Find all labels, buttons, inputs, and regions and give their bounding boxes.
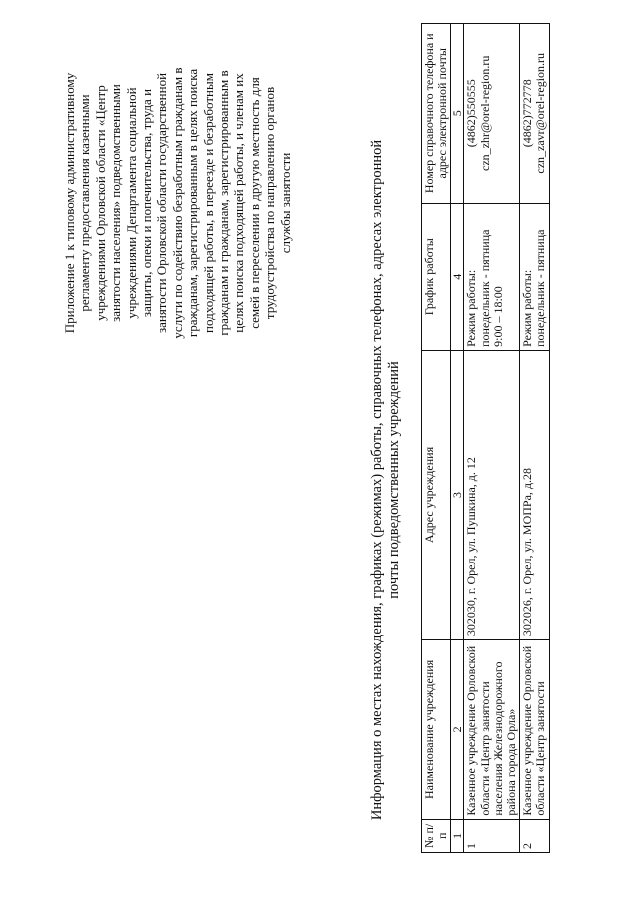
appendix-line: подходящей работы, в переезде и безработным	[200, 73, 216, 333]
table-row	[520, 24, 549, 853]
appendix-line: трудоустройства по направлению органов	[262, 86, 278, 320]
contact-cell	[520, 24, 549, 204]
work-schedule: Режим работы: понедельник - пятница 9:00 – 18:00	[464, 203, 520, 350]
table-header-row	[422, 24, 451, 853]
row-number: 1	[464, 819, 520, 852]
appendix-line: службы занятости	[277, 152, 293, 254]
institution-name: Казенное учреждение Орловской области «Центр занятости	[520, 640, 549, 820]
header-schedule: График работы	[422, 203, 451, 350]
institution-address: 302026, г. Орел, ул. МОПРа, д.28	[520, 350, 549, 639]
title-line: почты подведомственных учреждений	[386, 361, 402, 599]
email-address: czn_zavr@orel-region.ru	[533, 52, 548, 174]
column-number-row	[451, 24, 464, 853]
appendix-line: защиты, опеки и попечительства, труда и	[139, 88, 155, 318]
appendix-line: занятости населения» подведомственными	[108, 84, 124, 322]
appendix-line: учреждениями Орловской области «Центр	[92, 85, 108, 321]
header-contacts: Номер справочного телефона и адрес электронной почты	[422, 24, 451, 204]
work-schedule: Режим работы: понедельник - пятница	[520, 203, 549, 350]
contact-cell	[464, 24, 520, 204]
appendix-header	[62, 53, 293, 353]
appendix-line: гражданам, зарегистрированным в целях поиска	[185, 68, 201, 338]
email-address: czn_zhr@orel-region.ru	[477, 55, 492, 171]
header-name: Наименование учреждения	[422, 640, 451, 820]
document-title	[369, 110, 403, 850]
institution-name: Казенное учреждение Орловской области «Центр занятости населения Железнодорожного района города Орла»	[464, 640, 520, 820]
column-number: 4	[451, 203, 464, 350]
appendix-line: гражданам и гражданам, зарегистрированным в	[216, 70, 232, 336]
appendix-line: Приложение 1 к типовому административному	[62, 72, 77, 334]
table-row	[464, 24, 520, 853]
appendix-line: учреждениями Департамента социальной	[123, 87, 139, 319]
header-number: № п/п	[422, 819, 451, 852]
column-number: 2	[451, 640, 464, 820]
appendix-line: семей в переселении в другую местность для	[246, 77, 262, 329]
phone-number: (4862)550555	[464, 79, 479, 148]
column-number: 3	[451, 350, 464, 639]
column-number: 5	[451, 24, 464, 204]
institutions-table	[421, 23, 550, 853]
appendix-line: целях поиска подходящей работы, и членам их	[231, 73, 247, 333]
row-number: 2	[520, 819, 549, 852]
header-address: Адрес учреждения	[422, 350, 451, 639]
appendix-line: занятости Орловской области государственной	[154, 72, 170, 334]
appendix-line: услуги по содействию безработным гражданам в	[169, 67, 185, 339]
phone-number: (4862)772778	[520, 79, 535, 148]
title-line: Информация о местах нахождения, графиках (режимах) работы, справочных телефонах, адресах электронной	[369, 139, 385, 821]
column-number: 1	[451, 819, 464, 852]
appendix-line: регламенту предоставления казенными	[77, 94, 93, 312]
institution-address: 302030, г. Орел, ул. Пушкина, д. 12	[464, 350, 520, 639]
